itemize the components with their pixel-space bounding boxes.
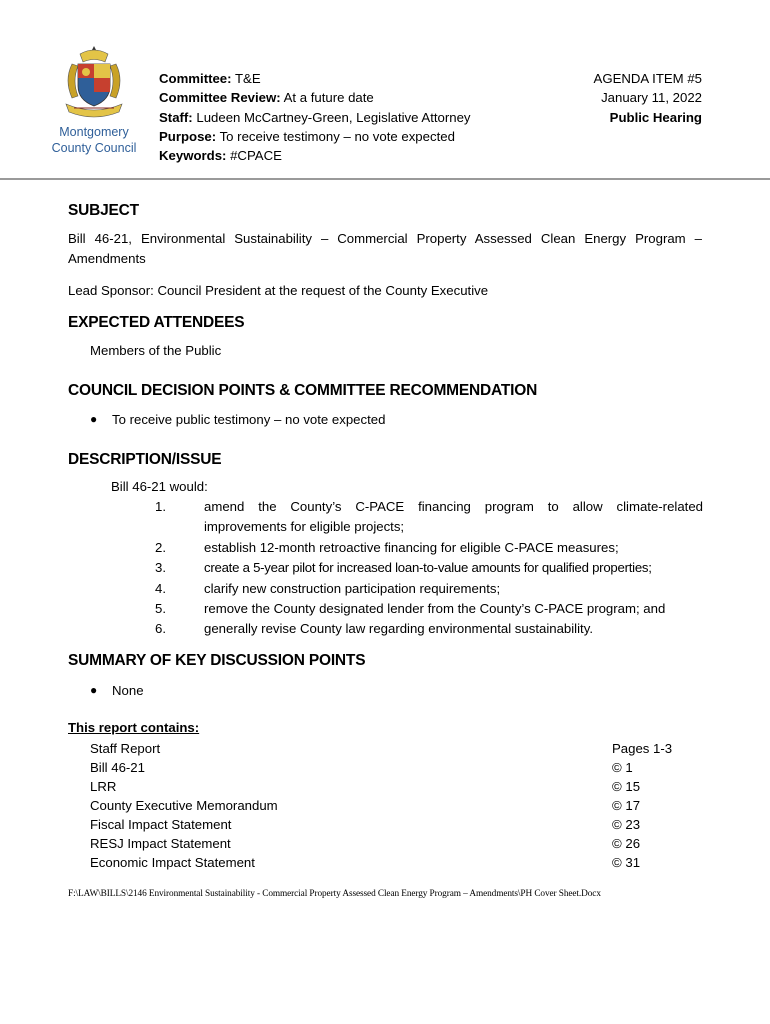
council-name-line2: County Council — [51, 141, 137, 155]
review-line — [159, 88, 471, 107]
report-item-page: © 23 — [612, 817, 641, 832]
item-number — [155, 517, 204, 537]
meta-block — [159, 69, 471, 165]
purpose-value: To receive testimony – no vote expected — [219, 128, 455, 144]
item-text: amend the County’s C-PACE financing program to allow climate-related — [204, 499, 703, 514]
item-number: 5. — [155, 601, 166, 617]
hearing-type: Public Hearing — [609, 109, 702, 125]
header-divider — [0, 178, 770, 180]
description-heading: DESCRIPTION/ISSUE — [68, 451, 222, 468]
report-item-name: Fiscal Impact Statement — [90, 817, 232, 832]
list-item — [155, 517, 703, 537]
report-item-name: Staff Report — [90, 741, 161, 756]
item-number: 6. — [155, 621, 166, 637]
review-value: At a future date — [283, 90, 374, 106]
subject-sponsor: Lead Sponsor: Council President at the request of the County Executive — [68, 283, 489, 298]
table-row — [90, 796, 702, 815]
report-item-name: RESJ Impact Statement — [90, 836, 231, 851]
subject-heading: SUBJECT — [68, 202, 139, 219]
list-item — [155, 599, 703, 619]
description-list — [155, 497, 703, 640]
report-item-page: Pages 1-3 — [612, 741, 673, 756]
table-row — [90, 815, 702, 834]
committee-label: Committee: — [159, 71, 232, 86]
keywords-line — [159, 146, 471, 165]
report-item-name: County Executive Memorandum — [90, 798, 278, 813]
report-title: This report contains: — [68, 720, 200, 735]
table-row — [90, 834, 702, 853]
item-text: clarify new construction participation requirements; — [204, 580, 501, 596]
summary-heading: SUMMARY OF KEY DISCUSSION POINTS — [68, 652, 366, 669]
item-text: create a 5-year pilot for increased loan-to-value amounts for qualified properties; — [204, 560, 652, 576]
report-item-name: Bill 46-21 — [90, 760, 145, 775]
bullet-icon: ● — [90, 683, 98, 697]
item-number: 3. — [155, 560, 166, 576]
summary-bullet-text: None — [112, 683, 144, 698]
council-name-line1: Montgomery — [59, 125, 129, 139]
list-item — [155, 619, 703, 639]
keywords-value: #CPACE — [230, 148, 282, 164]
purpose-label: Purpose: — [159, 128, 217, 144]
list-item — [155, 579, 703, 599]
report-item-page: © 17 — [612, 798, 641, 813]
item-number: 4. — [155, 580, 166, 596]
purpose-line — [159, 127, 471, 146]
attendees-text: Members of the Public — [90, 343, 222, 358]
agenda-date: January 11, 2022 — [601, 90, 702, 106]
table-row — [90, 758, 702, 777]
staff-label: Staff: — [159, 109, 193, 125]
subject-bill: Bill 46-21, Environmental Sustainability – Commercial Property Assessed Clean Energy Program – Amendments — [68, 231, 702, 267]
report-item-name: LRR — [90, 779, 117, 794]
report-item-name: Economic Impact Statement — [90, 855, 255, 870]
staff-value: Ludeen McCartney-Green, Legislative Attorney — [196, 109, 471, 125]
report-item-page: © 1 — [612, 760, 633, 775]
decision-bullet-text: To receive public testimony – no vote expected — [112, 412, 386, 427]
committee-line — [159, 69, 471, 88]
keywords-label: Keywords: — [159, 148, 227, 164]
table-row — [90, 739, 702, 758]
review-label: Committee Review: — [159, 90, 281, 106]
item-text: improvements for eligible projects; — [204, 519, 405, 535]
decision-bullet — [90, 412, 385, 427]
description-intro: Bill 46-21 would: — [111, 479, 208, 494]
item-text: establish 12-month retroactive financing for eligible C-PACE measures; — [204, 539, 619, 555]
list-item — [155, 538, 703, 558]
report-item-page: © 26 — [612, 836, 641, 851]
list-item — [155, 558, 703, 578]
committee-value: T&E — [234, 71, 261, 86]
table-row — [90, 777, 702, 796]
county-seal-icon — [58, 44, 130, 122]
summary-bullet — [90, 683, 144, 698]
item-text: generally revise County law regarding environmental sustainability. — [204, 621, 593, 637]
council-name — [40, 124, 148, 156]
report-item-page: © 15 — [612, 779, 641, 794]
item-text: remove the County designated lender from the County’s C-PACE program; and — [204, 601, 666, 617]
bullet-icon: ● — [90, 412, 98, 426]
agenda-item: AGENDA ITEM #5 — [593, 71, 702, 86]
agenda-block — [594, 69, 702, 127]
report-list — [90, 739, 702, 872]
item-number: 1. — [155, 499, 166, 514]
file-path: F:\LAW\BILLS\2146 Environmental Sustainability - Commercial Property Assessed Clean Energy Program – Amendments\PH Cover Sheet.Docx — [68, 889, 601, 899]
list-item — [155, 497, 703, 517]
report-item-page: © 31 — [612, 855, 641, 870]
item-number: 2. — [155, 539, 166, 555]
table-row — [90, 853, 702, 872]
staff-line — [159, 108, 471, 127]
attendees-heading: EXPECTED ATTENDEES — [68, 314, 245, 331]
decision-heading: COUNCIL DECISION POINTS & COMMITTEE RECOMMENDATION — [68, 382, 538, 399]
